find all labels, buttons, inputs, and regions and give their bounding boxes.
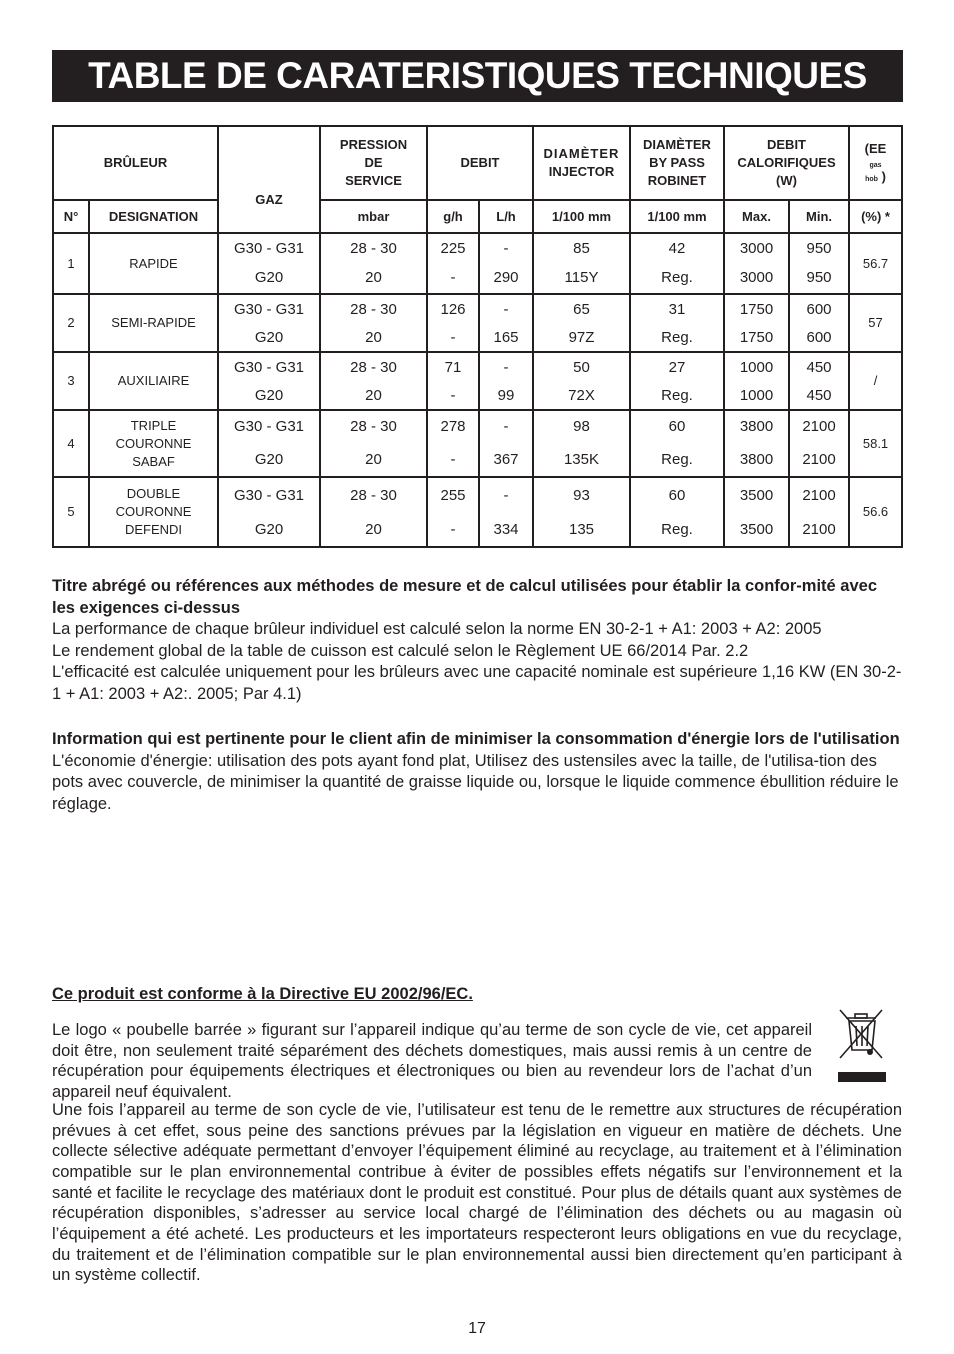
- cell-gh: -: [427, 512, 479, 547]
- cell-pression: 28 - 30: [320, 352, 427, 381]
- subheader-max: Max.: [724, 200, 789, 233]
- cell-gh: 278: [427, 410, 479, 442]
- cell-gaz: G30 - G31: [218, 410, 320, 442]
- header-pression-line: SERVICE: [345, 173, 402, 188]
- cell-min: 2100: [789, 442, 849, 477]
- cell-injector: 85: [533, 233, 630, 262]
- cell-pression: 28 - 30: [320, 410, 427, 442]
- table-row: [53, 352, 902, 381]
- cell-gaz: G20: [218, 512, 320, 547]
- cell-gh: -: [427, 381, 479, 410]
- burner-designation: [89, 352, 218, 410]
- cell-injector: 65: [533, 294, 630, 323]
- header-ee-gas: gas: [869, 162, 882, 169]
- cell-gh: 126: [427, 294, 479, 323]
- designation-line: SABAF: [132, 453, 175, 469]
- cell-bypass: 42: [630, 233, 724, 262]
- header-ee: [849, 126, 902, 200]
- cell-lh: -: [479, 410, 533, 442]
- header-diam-bypass: [630, 126, 724, 200]
- designation-line: RAPIDE: [129, 255, 178, 271]
- cell-gaz: G30 - G31: [218, 294, 320, 323]
- burner-number: 4: [53, 410, 89, 477]
- cell-bypass: Reg.: [630, 512, 724, 547]
- header-debit-cal-line: (W): [776, 173, 797, 188]
- cell-pression: 20: [320, 442, 427, 477]
- cell-lh: 367: [479, 442, 533, 477]
- cell-gaz: G20: [218, 262, 320, 294]
- burner-number: 2: [53, 294, 89, 352]
- cell-bypass: Reg.: [630, 442, 724, 477]
- table-row: [53, 410, 902, 442]
- cell-ee: 56.6: [849, 477, 902, 547]
- designation-line: AUXILIAIRE: [117, 373, 190, 388]
- cell-gh: -: [427, 442, 479, 477]
- cell-max: 1000: [724, 381, 789, 410]
- title-banner: [52, 50, 903, 102]
- cell-gh: 225: [427, 233, 479, 262]
- cell-gh: 71: [427, 352, 479, 381]
- header-pression-line: DE: [364, 155, 383, 170]
- cell-lh: -: [479, 477, 533, 512]
- header-diam-bypass-line: BY PASS: [649, 155, 705, 170]
- header-bruleur: BRÛLEUR: [53, 126, 218, 200]
- header-diam-injector-line: DIAMÈTER: [543, 146, 620, 161]
- subheader-min: Min.: [789, 200, 849, 233]
- cell-min: 2100: [789, 477, 849, 512]
- cell-injector: 135K: [533, 442, 630, 477]
- header-ee-close: ): [881, 169, 886, 184]
- cell-pression: 28 - 30: [320, 477, 427, 512]
- cell-lh: 290: [479, 262, 533, 294]
- directive-heading: Ce produit est conforme à la Directive EU 2002/96/EC.: [52, 985, 473, 1003]
- cell-lh: -: [479, 294, 533, 323]
- cell-ee: 58.1: [849, 410, 902, 477]
- subheader-designation: DESIGNATION: [89, 200, 218, 233]
- cell-injector: 135: [533, 512, 630, 547]
- designation-line: SEMI-RAPIDE: [111, 315, 196, 330]
- header-debit-cal-line: DEBIT: [767, 137, 806, 152]
- subheader-lh: L/h: [479, 200, 533, 233]
- header-gaz: [218, 126, 320, 233]
- cell-pression: 28 - 30: [320, 233, 427, 262]
- cell-ee: 56.7: [849, 233, 902, 294]
- directive-para2: Une fois l’appareil au terme de son cycle de vie, l’utilisateur est tenu de le remettre aux structures de récupération prévues à cet effet, sous peine des sanctions prévues par la législation en vigueur en matière de déchets. Une collecte sélective adéquate permettant d’envoyer l’équipement éliminé au recyclage, au traitement et à l’élimination compatible sur le plan environnemental contribue à éviter de possibles effets négatifs sur l’environnement et la santé et facilite le recyclage des matériaux dont le produit est constitué. Pour plus de détails quant aux systèmes de récupération disponibles, s’adresser au service local chargé de l’élimination des déchets ou au magasin où l’équipement a été acheté. Les producteurs et les importateurs respecteront leurs obligations en vue du recyclage, du traitement et de l’élimination compatible sur le plan environnemental aussi bien directement qu’en participant à un système collectif.: [52, 1101, 902, 1285]
- cell-max: 3500: [724, 477, 789, 512]
- burner-designation: [89, 410, 218, 477]
- cell-bypass: Reg.: [630, 381, 724, 410]
- cell-pression: 20: [320, 262, 427, 294]
- cell-pression: 20: [320, 512, 427, 547]
- burner-designation: [89, 477, 218, 547]
- cell-min: 600: [789, 294, 849, 323]
- burner-number: 3: [53, 352, 89, 410]
- burner-number: 1: [53, 233, 89, 294]
- designation-line: DOUBLE: [126, 486, 181, 501]
- header-debit-cal-line: CALORIFIQUES: [737, 155, 836, 170]
- subheader-n: N°: [53, 200, 89, 233]
- cell-gh: -: [427, 323, 479, 352]
- directive-heading-block: [52, 984, 902, 1006]
- cell-bypass: 60: [630, 477, 724, 512]
- header-gaz-label: GAZ: [255, 191, 283, 207]
- cell-bypass: Reg.: [630, 262, 724, 294]
- page-title: TABLE DE CARATERISTIQUES TECHNIQUES: [88, 55, 867, 96]
- subheader-mbar: mbar: [320, 200, 427, 233]
- cell-ee: /: [849, 352, 902, 410]
- cell-gaz: G20: [218, 381, 320, 410]
- cell-lh: 99: [479, 381, 533, 410]
- cell-min: 950: [789, 233, 849, 262]
- cell-gaz: G20: [218, 442, 320, 477]
- subheader-bp-unit: 1/100 mm: [630, 200, 724, 233]
- cell-injector: 72X: [533, 381, 630, 410]
- cell-gaz: G30 - G31: [218, 352, 320, 381]
- designation-line: COURONNE: [115, 504, 192, 519]
- burner-number: 5: [53, 477, 89, 547]
- cell-lh: -: [479, 233, 533, 262]
- cell-injector: 115Y: [533, 262, 630, 294]
- header-pression: [320, 126, 427, 200]
- technical-table: [52, 125, 903, 548]
- burner-designation: [89, 294, 218, 352]
- header-pression-line: PRESSION: [339, 137, 408, 152]
- cell-bypass: 27: [630, 352, 724, 381]
- subheader-inj-unit: 1/100 mm: [533, 200, 630, 233]
- subheader-ee-unit: (%) *: [849, 200, 902, 233]
- cell-max: 3000: [724, 262, 789, 294]
- designation-line: COURONNE: [115, 435, 192, 451]
- header-ee-label: (EE: [864, 141, 887, 156]
- header-debit: DEBIT: [427, 126, 533, 200]
- cell-lh: 334: [479, 512, 533, 547]
- header-debit-calorifiques: [724, 126, 849, 200]
- cell-bypass: 60: [630, 410, 724, 442]
- crossed-out-wheelie-bin-icon: [836, 1006, 886, 1084]
- measurement-line: La performance de chaque brûleur individuel est calculé selon la norme EN 30-2-1 + A1: 2003 + A2: 2005: [52, 620, 822, 638]
- header-ee-hob: hob: [865, 176, 878, 183]
- cell-injector: 98: [533, 410, 630, 442]
- cell-lh: -: [479, 352, 533, 381]
- cell-ee: 57: [849, 294, 902, 352]
- cell-min: 450: [789, 381, 849, 410]
- cell-injector: 50: [533, 352, 630, 381]
- table-row: [53, 294, 902, 323]
- subheader-gh: g/h: [427, 200, 479, 233]
- cell-max: 3800: [724, 442, 789, 477]
- cell-pression: 20: [320, 323, 427, 352]
- cell-injector: 93: [533, 477, 630, 512]
- cell-bypass: Reg.: [630, 323, 724, 352]
- table-row: [53, 233, 902, 262]
- directive-para1: Le logo « poubelle barrée » figurant sur l’appareil indique qu’au terme de son cycle de vie, cet appareil doit être, non seulement traité séparément des déchets domestiques, mais aussi remis à un centre de récupération pour équipements électriques et électroniques ou bien au revendeur lors de l’achat d’un appareil neuf équivalent.: [52, 1021, 812, 1101]
- measurement-line: L'efficacité est calculée uniquement pour les brûleurs avec une capacité nominale est supérieure 1,16 KW (EN 30-2-1 + A1: 2003 + A2:. 2005; Par 4.1): [52, 663, 902, 703]
- header-diam-bypass-line: ROBINET: [647, 173, 707, 188]
- designation-line: TRIPLE: [130, 417, 177, 433]
- cell-max: 3000: [724, 233, 789, 262]
- cell-min: 450: [789, 352, 849, 381]
- cell-gh: -: [427, 262, 479, 294]
- measurement-heading: Titre abrégé ou références aux méthodes de mesure et de calcul utilisées pour établir la confor-mité avec les exigences ci-dessus: [52, 577, 877, 617]
- cell-max: 1000: [724, 352, 789, 381]
- cell-bypass: 31: [630, 294, 724, 323]
- cell-gh: 255: [427, 477, 479, 512]
- cell-max: 3500: [724, 512, 789, 547]
- cell-pression: 20: [320, 381, 427, 410]
- header-diam-bypass-line: DIAMÈTER: [643, 137, 711, 152]
- cell-min: 2100: [789, 410, 849, 442]
- cell-lh: 165: [479, 323, 533, 352]
- cell-max: 1750: [724, 323, 789, 352]
- cell-pression: 28 - 30: [320, 294, 427, 323]
- header-diam-injector-line: INJECTOR: [548, 164, 615, 179]
- burner-designation: [89, 233, 218, 294]
- header-diam-injector: [533, 126, 630, 200]
- measurement-section: [52, 576, 902, 705]
- cell-gaz: G20: [218, 323, 320, 352]
- cell-min: 950: [789, 262, 849, 294]
- cell-injector: 97Z: [533, 323, 630, 352]
- cell-gaz: G30 - G31: [218, 233, 320, 262]
- page-number: 17: [468, 1320, 486, 1337]
- energy-section: [52, 729, 902, 815]
- cell-gaz: G30 - G31: [218, 477, 320, 512]
- measurement-line: Le rendement global de la table de cuisson est calculé selon le Règlement UE 66/2014 Par. 2.2: [52, 641, 749, 660]
- designation-line: DEFENDI: [124, 522, 183, 537]
- table-row: [53, 477, 902, 512]
- cell-max: 1750: [724, 294, 789, 323]
- cell-min: 2100: [789, 512, 849, 547]
- energy-heading: Information qui est pertinente pour le client afin de minimiser la consommation d'énergie lors de l'utilisation: [52, 730, 900, 748]
- cell-min: 600: [789, 323, 849, 352]
- energy-body: L'économie d'énergie: utilisation des pots ayant fond plat, Utilisez des ustensiles avec la taille, de l'utilisa-tion des pots avec couvercle, de minimiser la quantité de graisse liquide ou, lorsque le liquide commence ébullition réduire le réglage.: [52, 751, 899, 813]
- cell-max: 3800: [724, 410, 789, 442]
